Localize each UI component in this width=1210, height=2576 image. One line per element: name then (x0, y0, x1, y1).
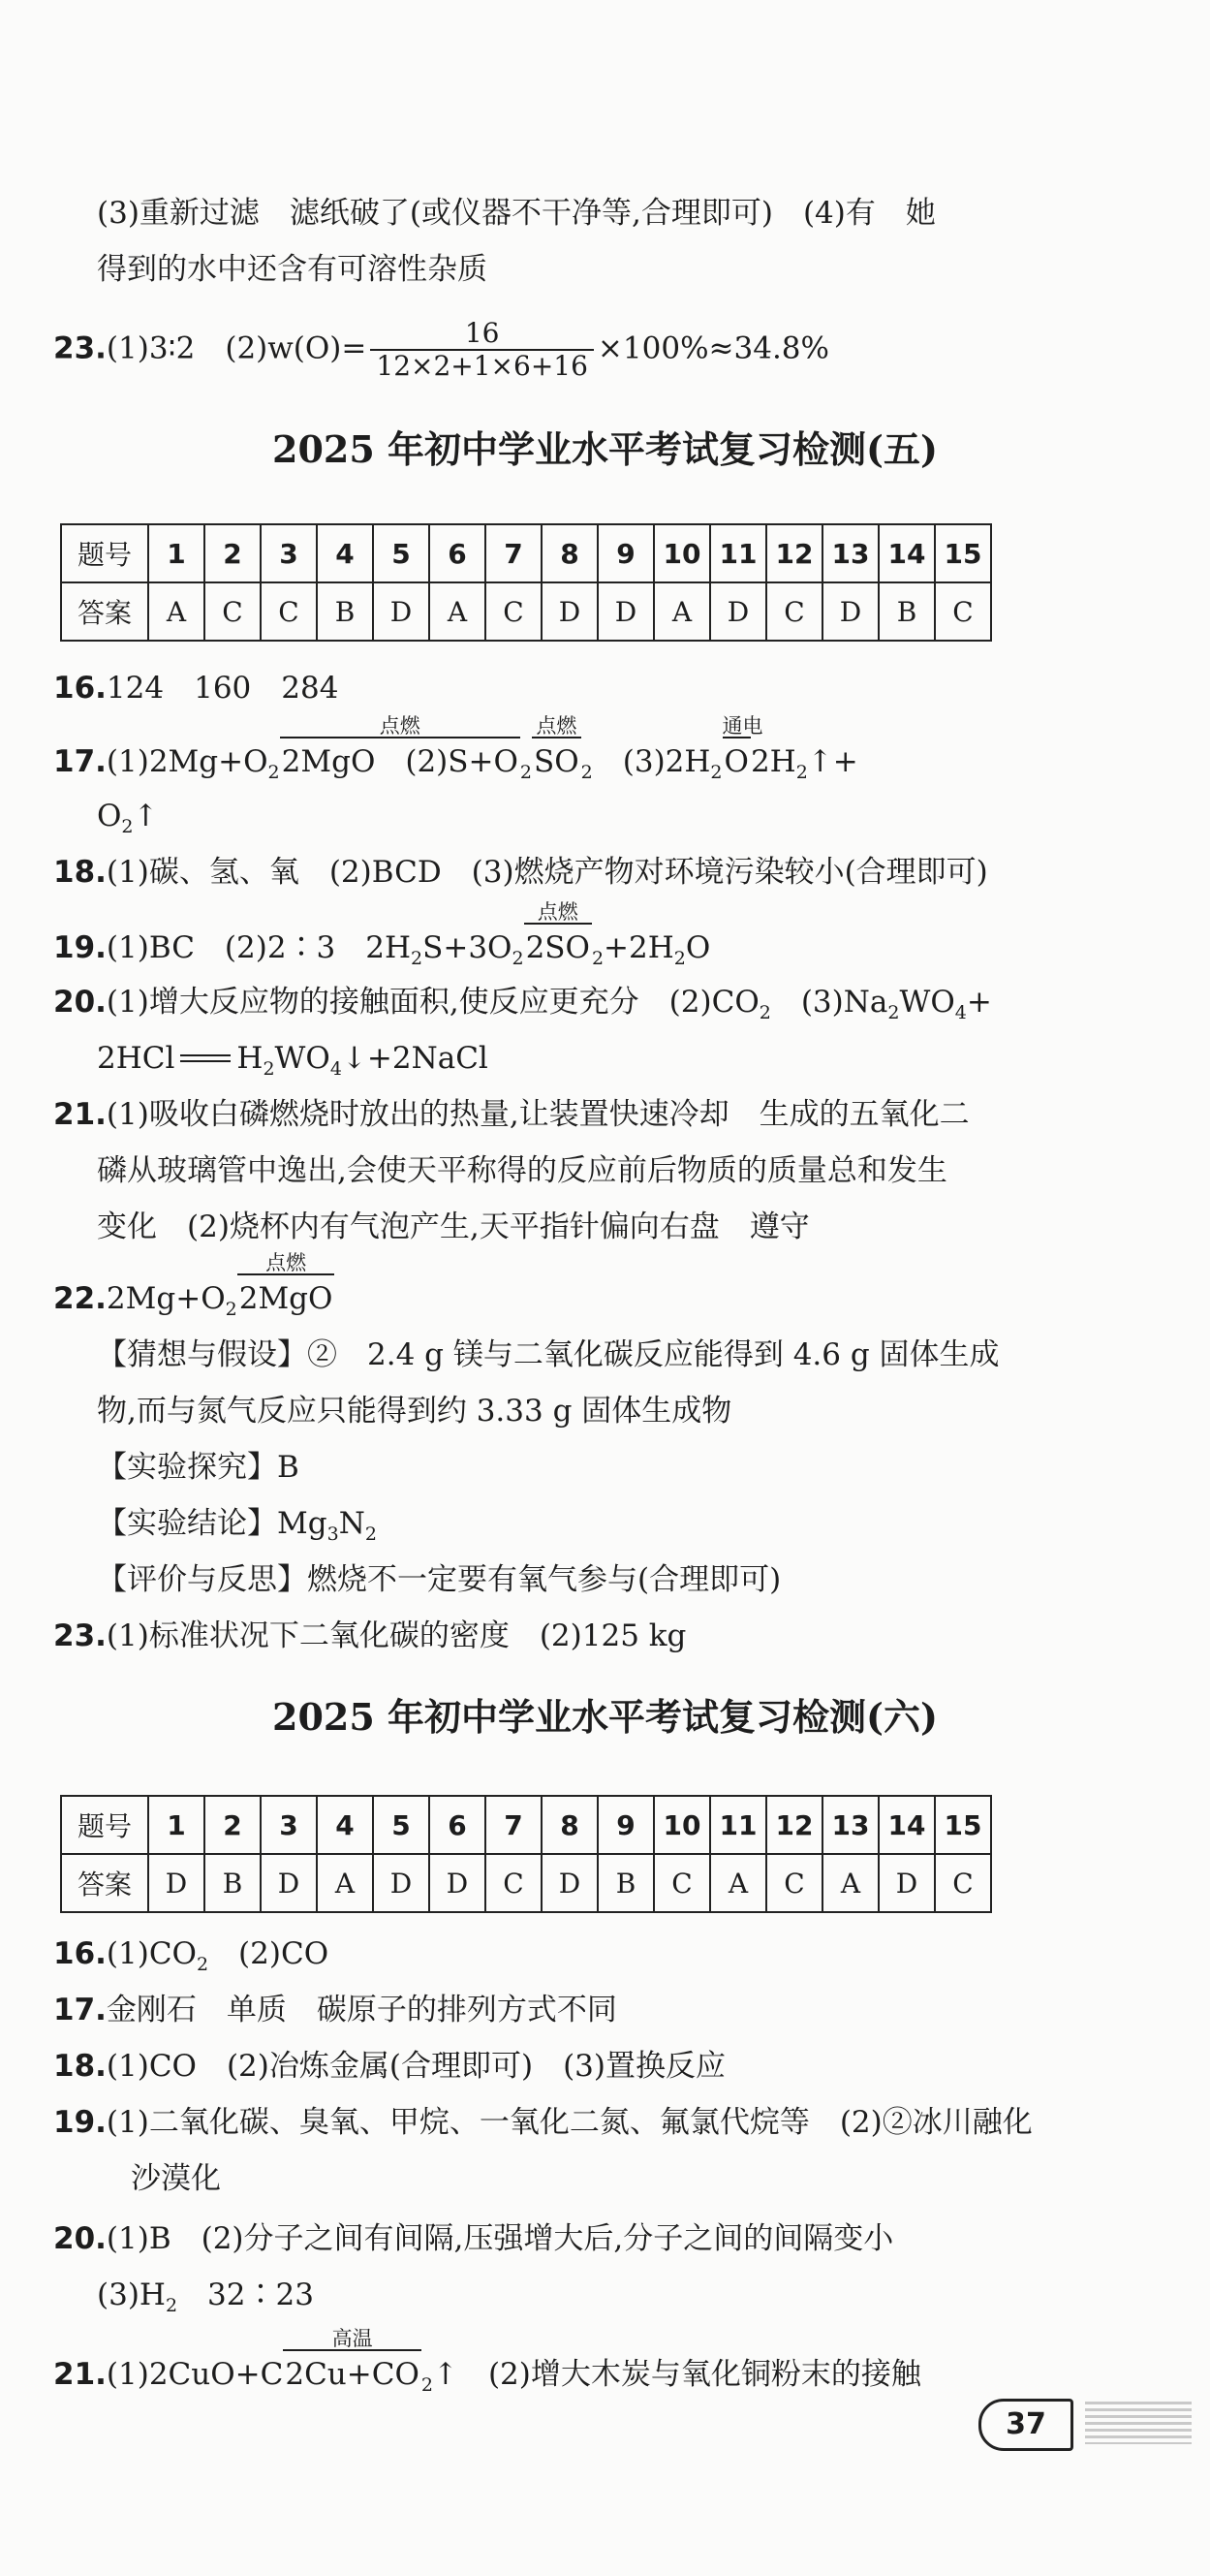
formula-part: (1)增大反应物的接触面积,使反应更充分 (2)CO (106, 985, 760, 1020)
formula-part: ↑ (2)增大木炭与氧化铜粉末的接触 (432, 2357, 921, 2392)
question-number: 22. (53, 1281, 107, 1316)
answer-cell: C (935, 582, 991, 641)
answer-cell: B (879, 582, 935, 641)
question-number-cell: 2 (204, 524, 261, 582)
formula-part: 2Cu+CO (285, 2357, 419, 2392)
formula-part: O (97, 799, 122, 833)
answer-text: (1)标准状况下二氧化碳的密度 (2)125 kg (106, 1618, 687, 1653)
question-number: 16. (53, 1936, 107, 1971)
question-number-cell: 10 (654, 1796, 710, 1854)
question-number-cell: 10 (654, 524, 710, 582)
question-number-cell: 15 (935, 524, 991, 582)
reaction-arrow (532, 714, 581, 781)
question-number-cell: 14 (879, 524, 935, 582)
question-19-s6 (53, 2103, 1041, 2142)
question-number-cell: 5 (373, 524, 429, 582)
fraction (370, 318, 594, 382)
formula-part: ↓+2NaCl (341, 1041, 488, 1076)
question-17 (53, 714, 1041, 792)
formula-part: +2H (604, 930, 674, 965)
reaction-arrow (524, 900, 592, 967)
question-21 (53, 1095, 1041, 1134)
page-number-badge (978, 2399, 1075, 2447)
question-20 (53, 983, 1041, 1032)
answer-text: (1)B (2)分子之间有间隔,压强增大后,分子之间的间隔变小 (106, 2221, 894, 2256)
reaction-arrow (722, 714, 763, 781)
formula-part: (3)Na (770, 985, 888, 1020)
question-number-cell: 1 (148, 1796, 204, 1854)
formula-part: ↑ (133, 799, 159, 833)
formula-part: H (236, 1041, 264, 1076)
subscript: 2 (673, 948, 686, 969)
question-22 (53, 1251, 1041, 1329)
question-number: 17. (53, 744, 107, 779)
subscript: 2 (512, 948, 524, 969)
question-19 (53, 900, 1041, 978)
text-line: 得到的水中还含有可溶性杂质 (97, 252, 487, 287)
answer-cell: A (710, 1854, 766, 1912)
answer-cell: D (542, 582, 598, 641)
answer-cell: A (429, 582, 485, 641)
subscript: 2 (759, 1002, 771, 1023)
answer-cell: C (485, 582, 542, 641)
subscript: 2 (411, 948, 423, 969)
question-number-cell: 3 (261, 524, 317, 582)
answer-cell: C (766, 582, 822, 641)
question-number: 20. (53, 985, 107, 1020)
question-number: 23. (53, 330, 107, 366)
question-18 (53, 853, 1041, 892)
question-number-cell: 4 (317, 1796, 373, 1854)
question-16-s6 (53, 1934, 1041, 1984)
answer-cell: D (429, 1854, 485, 1912)
question-number-cell: 15 (935, 1796, 991, 1854)
formula-part: WO (274, 1041, 330, 1076)
question-21-s6 (53, 2327, 1041, 2404)
table-answer-label: 答案 (61, 1854, 148, 1912)
subscript: 2 (364, 1524, 377, 1545)
formula-part: ↑+ (807, 744, 858, 779)
question-number-cell: 8 (542, 524, 598, 582)
subscript: 2 (580, 762, 593, 783)
question-number-cell: 7 (485, 1796, 542, 1854)
formula-part: 2SO (525, 930, 590, 965)
question-number-cell: 12 (766, 524, 822, 582)
question-number-cell: 13 (822, 1796, 879, 1854)
text-line: 【评价与反思】燃烧不一定要有氧气参与(合理即可) (97, 1562, 782, 1597)
answer-cell: C (204, 582, 261, 641)
question-number-cell: 1 (148, 524, 204, 582)
subscript: 2 (263, 1058, 275, 1080)
formula-part: WO (899, 985, 955, 1020)
answer-text: 金刚石 单质 碳原子的排列方式不同 (106, 1993, 617, 2027)
text-line: 【猜想与假设】② 2.4 g 镁与二氧化碳反应能得到 4.6 g 固体生成 (97, 1337, 1000, 1372)
answer-text: (1)CO (2)冶炼金属(合理即可) (3)置换反应 (106, 2049, 726, 2084)
answer-cell: D (822, 582, 879, 641)
question-number-cell: 9 (598, 1796, 654, 1854)
question-18-s6 (53, 2047, 1041, 2086)
formula-part: 2MgO (238, 1281, 333, 1316)
section-title-5: 2025 年初中学业水平考试复习检测(五) (272, 427, 938, 471)
answer-cell: C (261, 582, 317, 641)
formula-part: + (966, 985, 992, 1020)
question-number-cell: 14 (879, 1796, 935, 1854)
answer-cell: C (485, 1854, 542, 1912)
formula-part: 2H (750, 744, 796, 779)
equals-sign (180, 1054, 231, 1062)
formula-part: (1)CO (106, 1936, 197, 1971)
reaction-arrow (237, 1251, 335, 1318)
question-20-line2 (97, 1039, 1085, 1088)
question-23 (53, 1617, 1041, 1655)
answer-table-6 (60, 1795, 992, 1913)
subscript: 2 (710, 762, 723, 783)
subscript: 2 (121, 816, 134, 837)
question-number-cell: 3 (261, 1796, 317, 1854)
question-number-cell: 11 (710, 1796, 766, 1854)
answer-cell: B (204, 1854, 261, 1912)
subscript: 3 (326, 1524, 339, 1545)
table-header-label: 题号 (61, 1796, 148, 1854)
formula-part: O (724, 744, 749, 779)
text-line: 沙漠化 (131, 2161, 221, 2196)
answer-cell: D (710, 582, 766, 641)
formula-part: (1)2CuO+C (106, 2357, 284, 2392)
subscript: 4 (329, 1058, 342, 1080)
formula-part: 【实验结论】Mg (97, 1506, 327, 1541)
question-20-s6-line2 (97, 2276, 1085, 2325)
formula-part: ×100%≈34.8% (597, 330, 829, 366)
question-23-top (53, 317, 1041, 382)
table-answer-label: 答案 (61, 582, 148, 641)
question-17-s6 (53, 1991, 1041, 2029)
formula-part: N (338, 1506, 365, 1541)
answer-text: (1)二氧化碳、臭氧、甲烷、一氧化二氮、氟氯代烷等 (2)②冰川融化 (106, 2105, 1033, 2140)
answer-cell: A (654, 582, 710, 641)
formula-part: (3)2H (592, 744, 711, 779)
question-number: 19. (53, 2105, 107, 2140)
reaction-condition: 点燃 (524, 901, 592, 925)
question-number: 18. (53, 2049, 107, 2084)
answer-cell: A (822, 1854, 879, 1912)
subscript: 2 (519, 762, 532, 783)
question-number-cell: 7 (485, 524, 542, 582)
reaction-condition: 点燃 (280, 715, 520, 738)
subscript: 2 (887, 1002, 900, 1023)
question-number: 21. (53, 1097, 107, 1132)
question-number-cell: 6 (429, 524, 485, 582)
reaction-arrow (283, 2327, 421, 2394)
decorative-stripes (1085, 2402, 1192, 2444)
answer-cell: B (598, 1854, 654, 1912)
answer-cell: D (373, 582, 429, 641)
formula-part: (2)CO (208, 1936, 329, 1971)
subscript: 2 (267, 762, 280, 783)
reaction-condition: 高温 (283, 2328, 421, 2351)
reaction-arrow (280, 714, 520, 781)
question-number: 16. (53, 671, 107, 706)
section-title-6: 2025 年初中学业水平考试复习检测(六) (272, 1695, 938, 1739)
answer-cell: C (935, 1854, 991, 1912)
answer-cell: B (317, 582, 373, 641)
question-number: 18. (53, 855, 107, 890)
answer-text: (1)碳、氢、氧 (2)BCD (3)燃烧产物对环境污染较小(合理即可) (106, 855, 988, 890)
question-number-cell: 8 (542, 1796, 598, 1854)
numerator: 16 (370, 318, 594, 351)
question-number-cell: 11 (710, 524, 766, 582)
reaction-condition: 点燃 (532, 715, 581, 738)
subscript: 2 (591, 948, 605, 969)
answer-text: 124 160 284 (106, 671, 339, 706)
text-line: 【实验探究】B (97, 1450, 299, 1485)
answer-cell: D (261, 1854, 317, 1912)
text-line: (3)重新过滤 滤纸破了(或仪器不干净等,合理即可) (4)有 她 (97, 196, 936, 231)
subscript: 2 (196, 1954, 209, 1975)
reaction-condition: 点燃 (237, 1252, 335, 1275)
question-number-cell: 12 (766, 1796, 822, 1854)
answer-cell: A (148, 582, 204, 641)
answer-cell: D (148, 1854, 204, 1912)
answer-text: (1)吸收白磷燃烧时放出的热量,让装置快速冷却 生成的五氧化二 (106, 1097, 970, 1132)
text-line: 磷从玻璃管中逸出,会使天平称得的反应前后物质的质量总和发生 (97, 1153, 947, 1188)
table-header-label: 题号 (61, 524, 148, 582)
question-number-cell: 5 (373, 1796, 429, 1854)
formula-part: O (685, 930, 711, 965)
formula-part: SO (534, 744, 579, 779)
answer-cell: C (654, 1854, 710, 1912)
experiment-conclusion (97, 1504, 1085, 1554)
formula-part: (3)H (97, 2278, 166, 2312)
question-number-cell: 2 (204, 1796, 261, 1854)
subscript: 2 (165, 2295, 178, 2316)
page-number: 37 (978, 2399, 1073, 2451)
answer-cell: D (542, 1854, 598, 1912)
formula-part: (1)2Mg+O (106, 744, 268, 779)
subscript: 2 (225, 1299, 237, 1320)
question-number: 19. (53, 930, 107, 965)
question-17-line2 (97, 797, 1085, 846)
question-16 (53, 669, 1041, 707)
question-number: 20. (53, 2221, 107, 2256)
subscript: 2 (420, 2374, 433, 2396)
formula-part: S+3O (422, 930, 512, 965)
question-number-cell: 9 (598, 524, 654, 582)
formula-part: 32∶23 (177, 2278, 314, 2312)
formula-part: (1)3∶2 (2)w(O)= (106, 330, 367, 366)
question-number: 23. (53, 1618, 107, 1653)
answer-cell: D (879, 1854, 935, 1912)
question-20-s6 (53, 2219, 1041, 2258)
formula-part: 2Mg+O (106, 1281, 226, 1316)
question-number: 21. (53, 2357, 107, 2392)
question-number-cell: 4 (317, 524, 373, 582)
answer-cell: C (766, 1854, 822, 1912)
answer-cell: D (373, 1854, 429, 1912)
denominator: 12×2+1×6+16 (376, 350, 588, 382)
question-number-cell: 13 (822, 524, 879, 582)
formula-part: (1)BC (2)2∶3 2H (106, 930, 412, 965)
answer-table-5 (60, 523, 992, 642)
text-line: 物,而与氮气反应只能得到约 3.33 g 固体生成物 (97, 1394, 732, 1429)
question-number: 17. (53, 1993, 107, 2027)
question-number-cell: 6 (429, 1796, 485, 1854)
answer-cell: D (598, 582, 654, 641)
subscript: 2 (795, 762, 808, 783)
formula-part: 2MgO (2)S+O (281, 744, 518, 779)
text-line: 变化 (2)烧杯内有气泡产生,天平指针偏向右盘 遵守 (97, 1209, 810, 1244)
reaction-condition: 通电 (722, 714, 763, 738)
formula-part: 2HCl (97, 1041, 175, 1076)
answer-cell: A (317, 1854, 373, 1912)
subscript: 4 (954, 1002, 967, 1023)
